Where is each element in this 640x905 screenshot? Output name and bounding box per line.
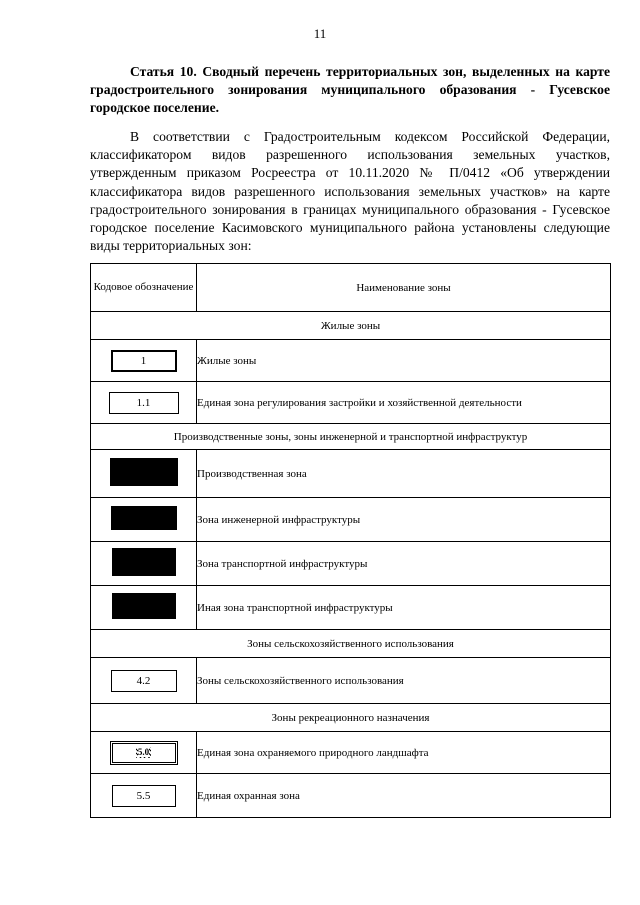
zone-code-cell xyxy=(91,542,197,586)
section-row xyxy=(91,630,611,658)
zone-code-box: 1 xyxy=(111,350,177,372)
table-header-row xyxy=(91,264,611,312)
zone-name: Иная зона транспортной инфраструктуры xyxy=(197,586,611,630)
zones-table xyxy=(90,263,611,818)
zone-name: Единая зона охраняемого природного ландшафта xyxy=(197,732,611,774)
zone-name: Единая охранная зона xyxy=(197,774,611,818)
zone-swatch xyxy=(112,548,176,576)
zone-code-cell xyxy=(91,382,197,424)
section-title-industrial: Производственные зоны, зоны инженерной и транспортной инфраструктур xyxy=(91,424,611,450)
zone-swatch xyxy=(112,593,176,619)
section-row xyxy=(91,424,611,450)
section-row xyxy=(91,312,611,340)
zone-code-cell xyxy=(91,586,197,630)
zone-name: Зоны сельскохозяйственного использования xyxy=(197,658,611,704)
zone-code-box-hatched xyxy=(110,741,178,765)
zone-code-cell xyxy=(91,732,197,774)
zone-code-cell xyxy=(91,498,197,542)
table-row xyxy=(91,498,611,542)
section-title-agricultural: Зоны сельскохозяйственного использования xyxy=(91,630,611,658)
table-row xyxy=(91,340,611,382)
zone-name: Единая зона регулирования застройки и хозяйственной деятельности xyxy=(197,382,611,424)
zone-name: Производственная зона xyxy=(197,450,611,498)
zone-code-box: 4.2 xyxy=(111,670,177,692)
table-row xyxy=(91,658,611,704)
zone-code-box: 1.1 xyxy=(109,392,179,414)
zone-code-cell xyxy=(91,340,197,382)
zone-swatch xyxy=(111,506,177,530)
header-code: Кодовое обозначение xyxy=(91,264,197,312)
zone-name: Зона инженерной инфраструктуры xyxy=(197,498,611,542)
hatched-code-label: 5.0 xyxy=(137,746,150,757)
table-row xyxy=(91,542,611,586)
table-row xyxy=(91,382,611,424)
zone-code-cell xyxy=(91,450,197,498)
zone-code-cell xyxy=(91,658,197,704)
zone-code-cell xyxy=(91,774,197,818)
table-row xyxy=(91,732,611,774)
table-row xyxy=(91,586,611,630)
section-row xyxy=(91,704,611,732)
section-title-recreational: Зоны рекреационного назначения xyxy=(91,704,611,732)
table-row xyxy=(91,774,611,818)
header-name: Наименование зоны xyxy=(197,264,611,312)
zone-swatch xyxy=(110,458,178,486)
page-number: 11 xyxy=(313,26,327,41)
zone-code-box: 5.5 xyxy=(112,785,176,807)
zone-name: Жилые зоны xyxy=(197,340,611,382)
intro-paragraph: В соответствии с Градостроительным кодексом Российской Федерации, классификатором видов разрешенного использования земельных участков, утвержденным приказом Росреестра от 10.11.2020 № П/0412 «Об утверждении классификатора видов разрешенного использования земельных участков» на карте градостроительного зонирования в границах муниципального образования - Гусевское городское поселение Касимовского муниципального района установлены следующие виды территориальных зон: xyxy=(90,129,610,254)
article-heading: Статья 10. Сводный перечень территориальных зон, выделенных на карте градостроительного зонирования муниципального образования - Гусевское городское поселение. xyxy=(90,64,610,115)
section-title-residential: Жилые зоны xyxy=(91,312,611,340)
table-row xyxy=(91,450,611,498)
zone-name: Зона транспортной инфраструктуры xyxy=(197,542,611,586)
